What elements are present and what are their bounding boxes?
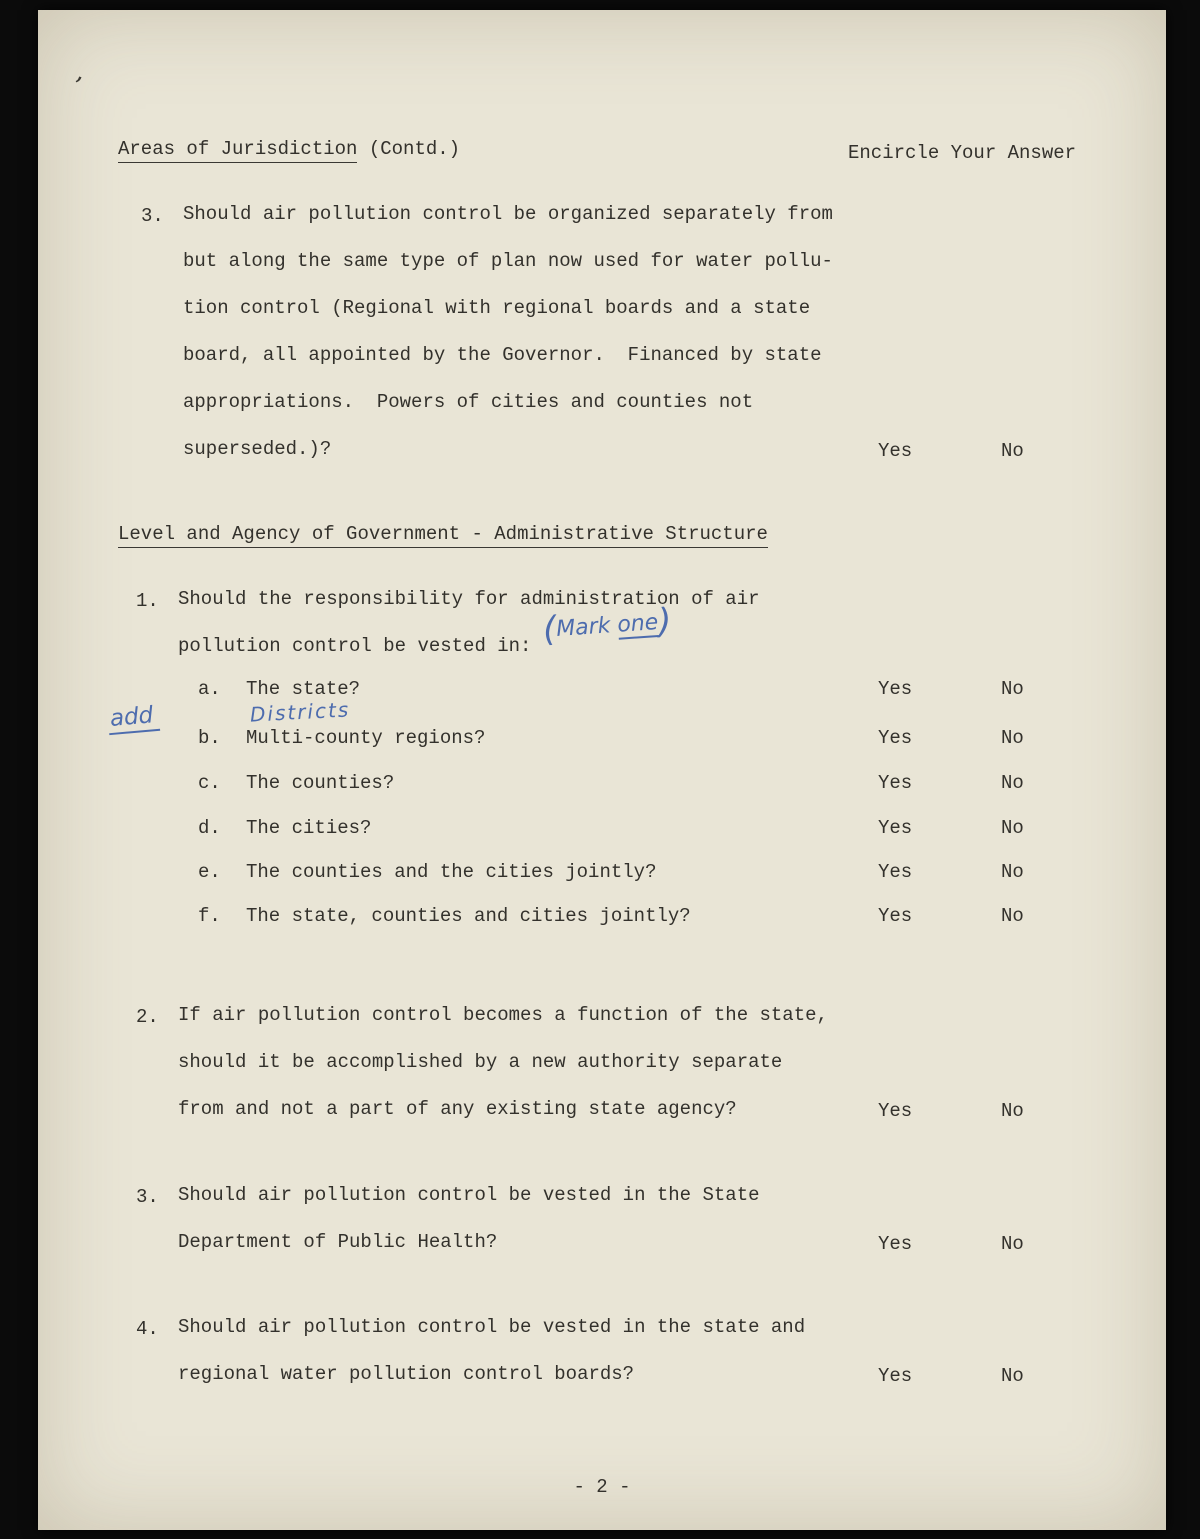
answer-yes: Yes xyxy=(878,905,913,927)
question-line: regional water pollution control boards? xyxy=(178,1363,635,1385)
question-line: board, all appointed by the Governor. Financed by state xyxy=(183,344,822,366)
scanned-document-page xyxy=(38,10,1166,1530)
answer-no: No xyxy=(1001,905,1024,927)
answer-no: No xyxy=(1001,1100,1024,1122)
answer-no: No xyxy=(1001,1365,1024,1387)
answer-yes: Yes xyxy=(878,817,913,839)
handwritten-one-word: one xyxy=(616,609,660,638)
question-number: 3. xyxy=(141,205,164,227)
question-text xyxy=(178,1318,805,1412)
question-line: tion control (Regional with regional boards and a state xyxy=(183,297,811,319)
page-header xyxy=(118,138,460,160)
handwritten-mark-word: Mark xyxy=(555,612,619,643)
list-item-text: The state? xyxy=(246,678,361,700)
answer-yes: Yes xyxy=(878,861,913,883)
list-item xyxy=(38,817,1166,843)
question-text xyxy=(178,1006,828,1147)
question-number: 1. xyxy=(136,590,159,612)
question-4 xyxy=(136,1318,805,1412)
list-item-letter: f. xyxy=(198,905,221,927)
handwritten-paren-open: ( xyxy=(541,609,558,650)
question-line: appropriations. Powers of cities and counties not xyxy=(183,391,754,413)
answer-no: No xyxy=(1001,772,1024,794)
handwritten-paren-close: ) xyxy=(656,601,673,642)
question-line: Department of Public Health? xyxy=(178,1231,498,1253)
handwritten-districts: Districts xyxy=(249,697,351,727)
list-item-letter: b. xyxy=(198,727,221,749)
question-text xyxy=(183,205,833,487)
question-line: Should air pollution control be vested in the state and xyxy=(178,1316,806,1338)
header-instruction: Encircle Your Answer xyxy=(848,142,1077,164)
list-item xyxy=(38,905,1166,931)
list-item-letter: d. xyxy=(198,817,221,839)
list-item-letter: a. xyxy=(198,678,221,700)
list-item-letter: c. xyxy=(198,772,221,794)
pen-mark: ’ xyxy=(67,71,85,103)
question-line: pollution control be vested in: xyxy=(178,635,532,657)
answer-yes: Yes xyxy=(878,1365,913,1387)
question-line: Should the responsibility for administration of air xyxy=(178,588,760,610)
list-item-letter: e. xyxy=(198,861,221,883)
question-line: If air pollution control becomes a function of the state, xyxy=(178,1004,828,1026)
question-line: Should air pollution control be organized separately from xyxy=(183,203,833,225)
handwritten-add: add xyxy=(107,702,161,735)
header-title-rest: (Contd.) xyxy=(357,138,461,160)
question-line: but along the same type of plan now used for water pollu- xyxy=(183,250,833,272)
question-line: superseded.)? xyxy=(183,438,332,460)
question-jurisdiction-3 xyxy=(141,205,833,487)
question-text xyxy=(178,1186,760,1280)
answer-no: No xyxy=(1001,817,1024,839)
answer-no: No xyxy=(1001,440,1024,462)
list-item-text: Multi-county regions? xyxy=(246,727,486,749)
list-item-text: The cities? xyxy=(246,817,372,839)
answer-yes: Yes xyxy=(878,440,913,462)
question-number: 3. xyxy=(136,1186,159,1208)
list-item xyxy=(38,861,1166,887)
answer-yes: Yes xyxy=(878,1100,913,1122)
list-item xyxy=(38,727,1166,753)
question-line: should it be accomplished by a new authority separate xyxy=(178,1051,783,1073)
section-heading xyxy=(118,523,768,545)
answer-no: No xyxy=(1001,861,1024,883)
answer-yes: Yes xyxy=(878,727,913,749)
answer-no: No xyxy=(1001,678,1024,700)
header-title-underlined: Areas of Jurisdiction xyxy=(118,138,357,163)
section-heading-text: Level and Agency of Government - Administrative Structure xyxy=(118,523,768,548)
question-3 xyxy=(136,1186,760,1280)
answer-yes: Yes xyxy=(878,678,913,700)
answer-no: No xyxy=(1001,727,1024,749)
question-line: Should air pollution control be vested in the State xyxy=(178,1184,760,1206)
question-2 xyxy=(136,1006,828,1147)
question-line: from and not a part of any existing state agency? xyxy=(178,1098,737,1120)
list-item-text: The state, counties and cities jointly? xyxy=(246,905,691,927)
question-number: 4. xyxy=(136,1318,159,1340)
answer-yes: Yes xyxy=(878,1233,913,1255)
list-item-text: The counties and the cities jointly? xyxy=(246,861,657,883)
page-number: - 2 - xyxy=(573,1476,631,1498)
question-number: 2. xyxy=(136,1006,159,1028)
list-item-text: The counties? xyxy=(246,772,395,794)
list-item xyxy=(38,678,1166,704)
list-item xyxy=(38,772,1166,798)
answer-no: No xyxy=(1001,1233,1024,1255)
answer-yes: Yes xyxy=(878,772,913,794)
